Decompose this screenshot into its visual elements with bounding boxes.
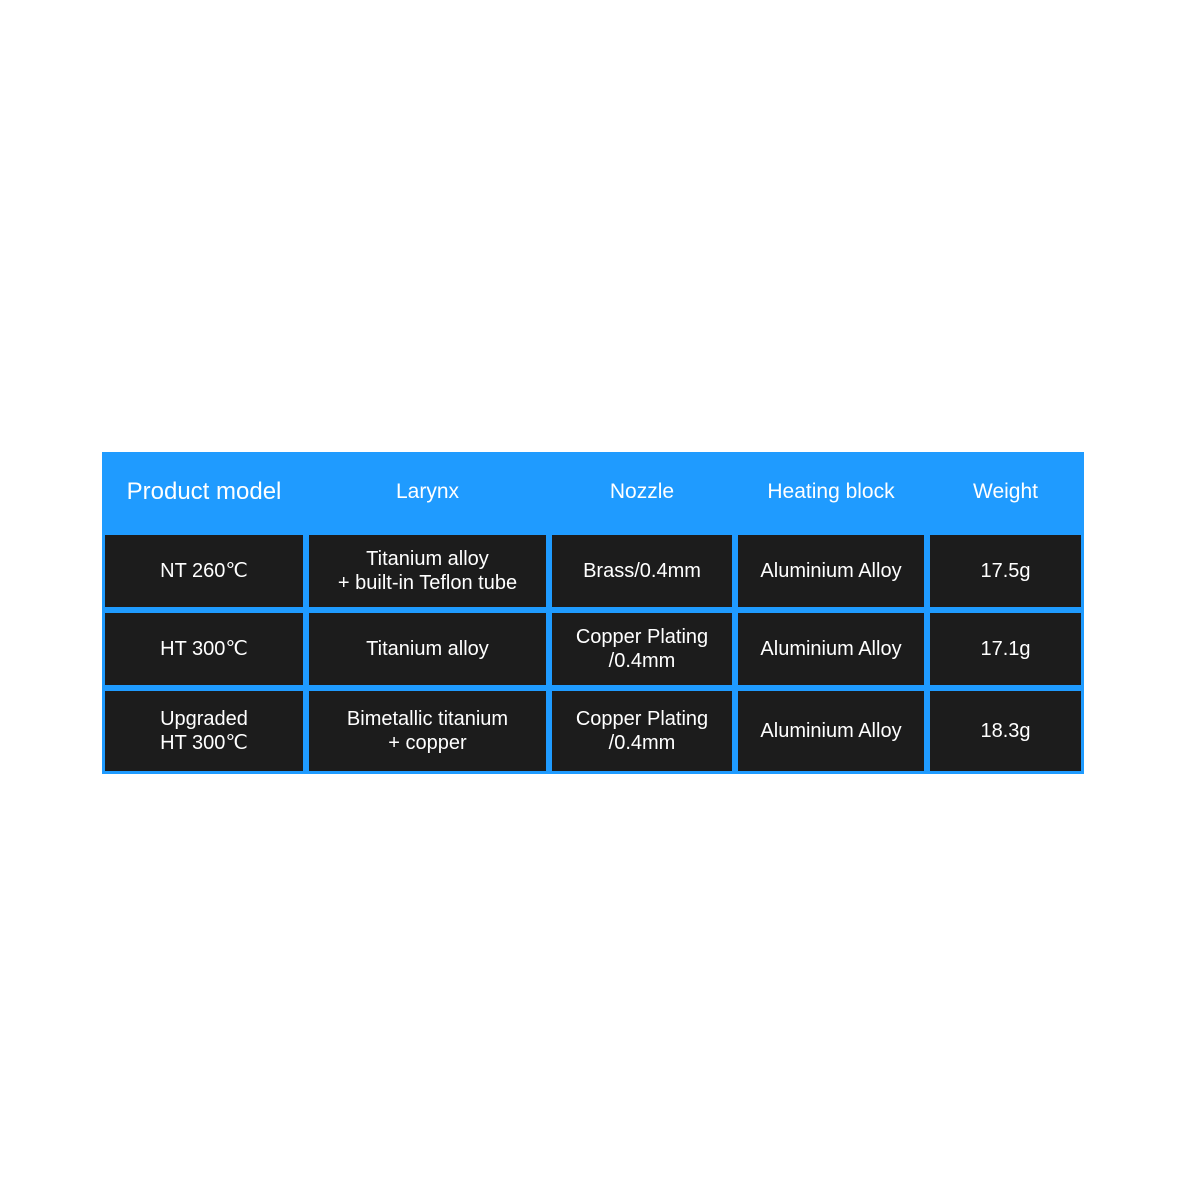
cell-line: Aluminium Alloy	[760, 559, 902, 582]
cell-nozzle	[549, 532, 735, 610]
cell-text	[934, 559, 1077, 583]
cell-line: + built-in Teflon tube	[337, 572, 518, 594]
cell-text	[556, 625, 728, 674]
cell-line: HT 300℃	[160, 637, 248, 660]
cell-line: + copper	[388, 732, 467, 754]
cell-line: NT 260℃	[160, 559, 248, 582]
cell-nozzle	[549, 610, 735, 688]
cell-larynx	[306, 532, 549, 610]
table-header	[102, 452, 1084, 532]
column-header-product-model: Product model	[102, 452, 306, 532]
cell-line: Titanium alloy	[366, 547, 489, 570]
product-specification-table	[102, 452, 1084, 774]
cell-text	[934, 637, 1077, 661]
cell-text	[313, 707, 542, 756]
cell-text	[934, 719, 1077, 743]
cell-text	[742, 637, 920, 661]
cell-text	[313, 547, 542, 596]
cell-line: /0.4mm	[608, 650, 676, 672]
cell-heating-block	[735, 688, 927, 774]
cell-weight	[927, 688, 1084, 774]
table-row	[102, 610, 1084, 688]
cell-heating-block	[735, 610, 927, 688]
cell-product-model	[102, 532, 306, 610]
cell-line: Copper Plating	[575, 625, 709, 648]
column-header-larynx: Larynx	[306, 452, 549, 532]
table-row	[102, 532, 1084, 610]
cell-text	[313, 637, 542, 661]
cell-heating-block	[735, 532, 927, 610]
column-header-weight: Weight	[927, 452, 1084, 532]
cell-weight	[927, 532, 1084, 610]
column-header-nozzle: Nozzle	[549, 452, 735, 532]
spec-table-container	[102, 452, 1084, 774]
cell-line: 18.3g	[980, 719, 1031, 742]
cell-larynx	[306, 610, 549, 688]
cell-line: Aluminium Alloy	[760, 719, 902, 742]
cell-product-model	[102, 688, 306, 774]
cell-line: Upgraded	[160, 707, 248, 730]
cell-larynx	[306, 688, 549, 774]
cell-line: HT 300℃	[160, 732, 248, 754]
cell-nozzle	[549, 688, 735, 774]
table-header-row	[102, 452, 1084, 532]
cell-line: Brass/0.4mm	[583, 559, 701, 582]
column-header-heating-block: Heating block	[735, 452, 927, 532]
cell-weight	[927, 610, 1084, 688]
cell-text	[556, 559, 728, 583]
cell-line: /0.4mm	[608, 732, 676, 754]
cell-text	[109, 559, 299, 583]
cell-text	[109, 637, 299, 661]
table-body	[102, 532, 1084, 774]
cell-line: 17.1g	[980, 637, 1031, 660]
cell-line: Titanium alloy	[366, 637, 489, 660]
cell-text	[742, 559, 920, 583]
cell-product-model	[102, 610, 306, 688]
cell-line: Bimetallic titanium	[346, 707, 509, 730]
cell-text	[556, 707, 728, 756]
cell-text	[742, 719, 920, 743]
cell-line: 17.5g	[980, 559, 1031, 582]
cell-line: Aluminium Alloy	[760, 637, 902, 660]
table-row	[102, 688, 1084, 774]
cell-line: Copper Plating	[575, 707, 709, 730]
cell-text	[109, 707, 299, 756]
